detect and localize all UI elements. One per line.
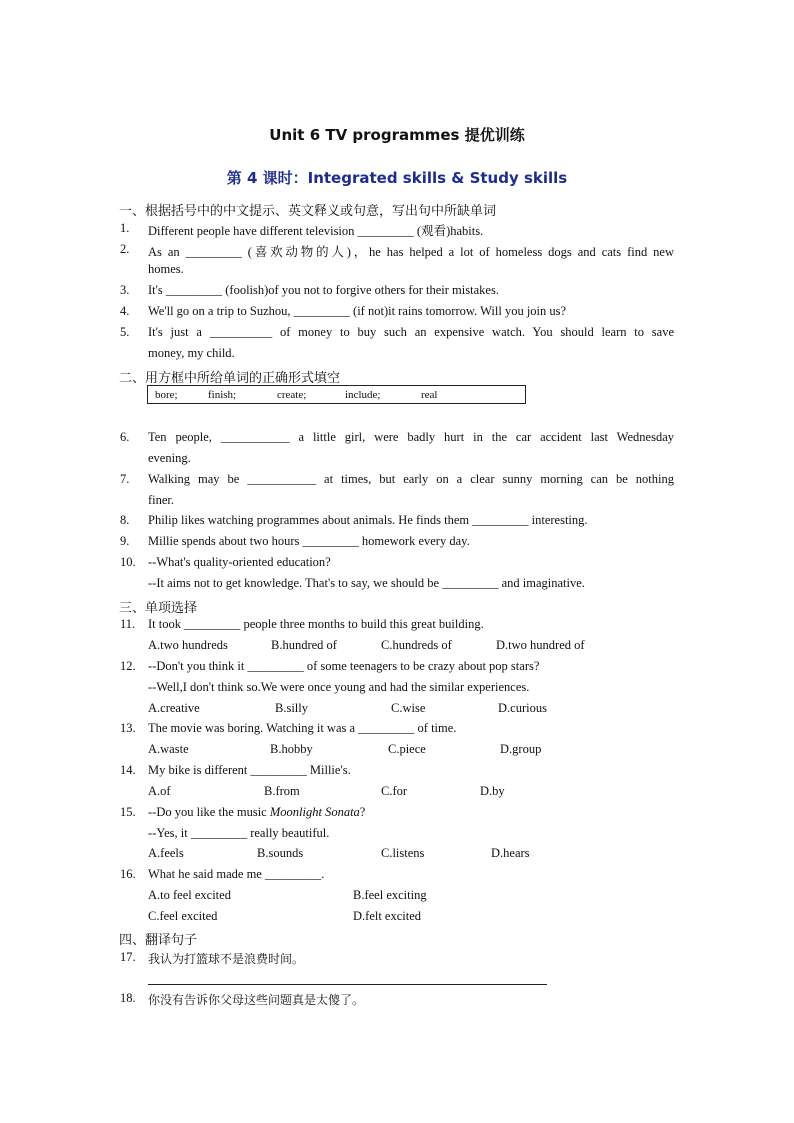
q18-text: 你没有告诉你父母这些问题真是太傻了。 <box>148 993 365 1007</box>
q5-text-line1: It's just a __________ of money to buy such an expensive watch. You should learn to save <box>148 325 674 339</box>
q14-option-d: D.by <box>480 784 505 798</box>
q18-number: 18. <box>120 991 136 1005</box>
q14-option-c: C.for <box>381 784 408 798</box>
q17-text: 我认为打篮球不是浪费时间。 <box>148 952 305 966</box>
q10-number: 10. <box>120 555 136 569</box>
q15-option-b: B.sounds <box>257 846 304 860</box>
q15-option-a: A.feels <box>148 846 184 860</box>
q2-text-line2: homes. <box>148 262 184 276</box>
q11-option-a: A.two hundreds <box>148 638 228 652</box>
q7-text-line1: Walking may be ___________ at times, but early on a clear sunny morning can be nothing <box>148 472 674 486</box>
q7-text-line2: finer. <box>148 493 175 507</box>
q13-option-a: A.waste <box>148 742 189 756</box>
q1-number: 1. <box>120 221 130 235</box>
q5-text-line2: money, my child. <box>148 346 235 360</box>
q11-text: It took _________ people three months to build this great building. <box>148 617 484 631</box>
q14-option-b: B.from <box>264 784 300 798</box>
q12-text-line1: --Don't you think it _________ of some teenagers to be crazy about pop stars? <box>148 659 540 673</box>
word-box <box>147 385 526 404</box>
q10-text-line2: --It aims not to get knowledge. That's to say, we should be _________ and imaginative. <box>148 576 585 590</box>
q15-text-part: ? <box>359 805 366 819</box>
q2-number: 2. <box>120 242 130 256</box>
page-title: Unit 6 TV programmes 提优训练 <box>269 126 525 144</box>
q4-number: 4. <box>120 304 130 318</box>
q11-number: 11. <box>120 617 136 631</box>
q5-number: 5. <box>120 325 130 339</box>
q14-option-a: A.of <box>148 784 171 798</box>
q15-option-d: D.hears <box>491 846 530 860</box>
q11-option-b: B.hundred of <box>271 638 337 652</box>
word-box-item: include; <box>345 389 381 401</box>
q15-text-line2: --Yes, it _________ really beautiful. <box>148 826 330 840</box>
q12-option-d: D.curious <box>498 701 547 715</box>
q14-text: My bike is different _________ Millie's. <box>148 763 351 777</box>
q2-text-line1: As an _________ (喜欢动物的人)，he has helped a lot of homeless dogs and cats find new <box>148 245 674 259</box>
q10-text-line1: --What's quality-oriented education? <box>148 555 331 569</box>
section-4-heading: 四、翻译句子 <box>119 933 198 948</box>
q15-music-title: Moonlight Sonata <box>269 805 360 819</box>
q8-text: Philip likes watching programmes about animals. He finds them _________ interesting. <box>148 513 588 527</box>
lesson-subtitle: 第 4 课时：Integrated skills & Study skills <box>226 169 568 187</box>
q12-option-c: C.wise <box>391 701 426 715</box>
q12-text-line2: --Well,I don't think so.We were once young and had the similar experiences. <box>148 680 530 694</box>
q12-number: 12. <box>120 659 136 673</box>
q16-text: What he said made me _________. <box>148 867 325 881</box>
q16-option-b: B.feel exciting <box>353 888 427 902</box>
q13-option-c: C.piece <box>388 742 426 756</box>
q6-number: 6. <box>120 430 130 444</box>
q7-number: 7. <box>120 472 130 486</box>
word-box-item: create; <box>277 389 307 401</box>
q13-option-d: D.group <box>500 742 542 756</box>
q9-text: Millie spends about two hours _________ homework every day. <box>148 534 470 548</box>
q13-number: 13. <box>120 721 136 735</box>
q13-option-b: B.hobby <box>270 742 313 756</box>
section-1-heading: 一、根据括号中的中文提示、英文释义或句意，写出句中所缺单词 <box>119 204 497 219</box>
word-box-item: finish; <box>208 389 237 401</box>
q12-option-a: A.creative <box>148 701 200 715</box>
word-box-item: real <box>421 389 438 401</box>
q13-text: The movie was boring. Watching it was a _________ of time. <box>148 721 457 735</box>
q16-option-c: C.feel excited <box>148 909 218 923</box>
q17-number: 17. <box>120 950 136 964</box>
q15-text-line1 <box>148 805 365 820</box>
q14-number: 14. <box>120 763 136 777</box>
q15-number: 15. <box>120 805 136 819</box>
q12-option-b: B.silly <box>275 701 308 715</box>
q11-option-c: C.hundreds of <box>381 638 452 652</box>
q6-text-line1: Ten people, ___________ a little girl, were badly hurt in the car accident last Wednesday <box>148 430 674 444</box>
q6-text-line2: evening. <box>148 451 191 465</box>
q16-option-d: D.felt excited <box>353 909 422 923</box>
q4-text: We'll go on a trip to Suzhou, _________ (if not)it rains tomorrow. Will you join us? <box>148 304 567 318</box>
q17-answer-line <box>148 984 547 985</box>
q9-number: 9. <box>120 534 130 548</box>
q1-text: Different people have different television _________ (观看)habits. <box>148 224 484 238</box>
q15-text-part: --Do you like the music <box>148 805 270 819</box>
q3-number: 3. <box>120 283 130 297</box>
q11-option-d: D.two hundred of <box>496 638 585 652</box>
q16-number: 16. <box>120 867 136 881</box>
q15-option-c: C.listens <box>381 846 425 860</box>
section-3-heading: 三、单项选择 <box>119 601 198 616</box>
q16-option-a: A.to feel excited <box>148 888 231 902</box>
q8-number: 8. <box>120 513 130 527</box>
section-2-heading: 二、用方框中所给单词的正确形式填空 <box>119 371 341 386</box>
q3-text: It's _________ (foolish)of you not to forgive others for their mistakes. <box>148 283 499 297</box>
word-box-item: bore; <box>155 389 178 401</box>
